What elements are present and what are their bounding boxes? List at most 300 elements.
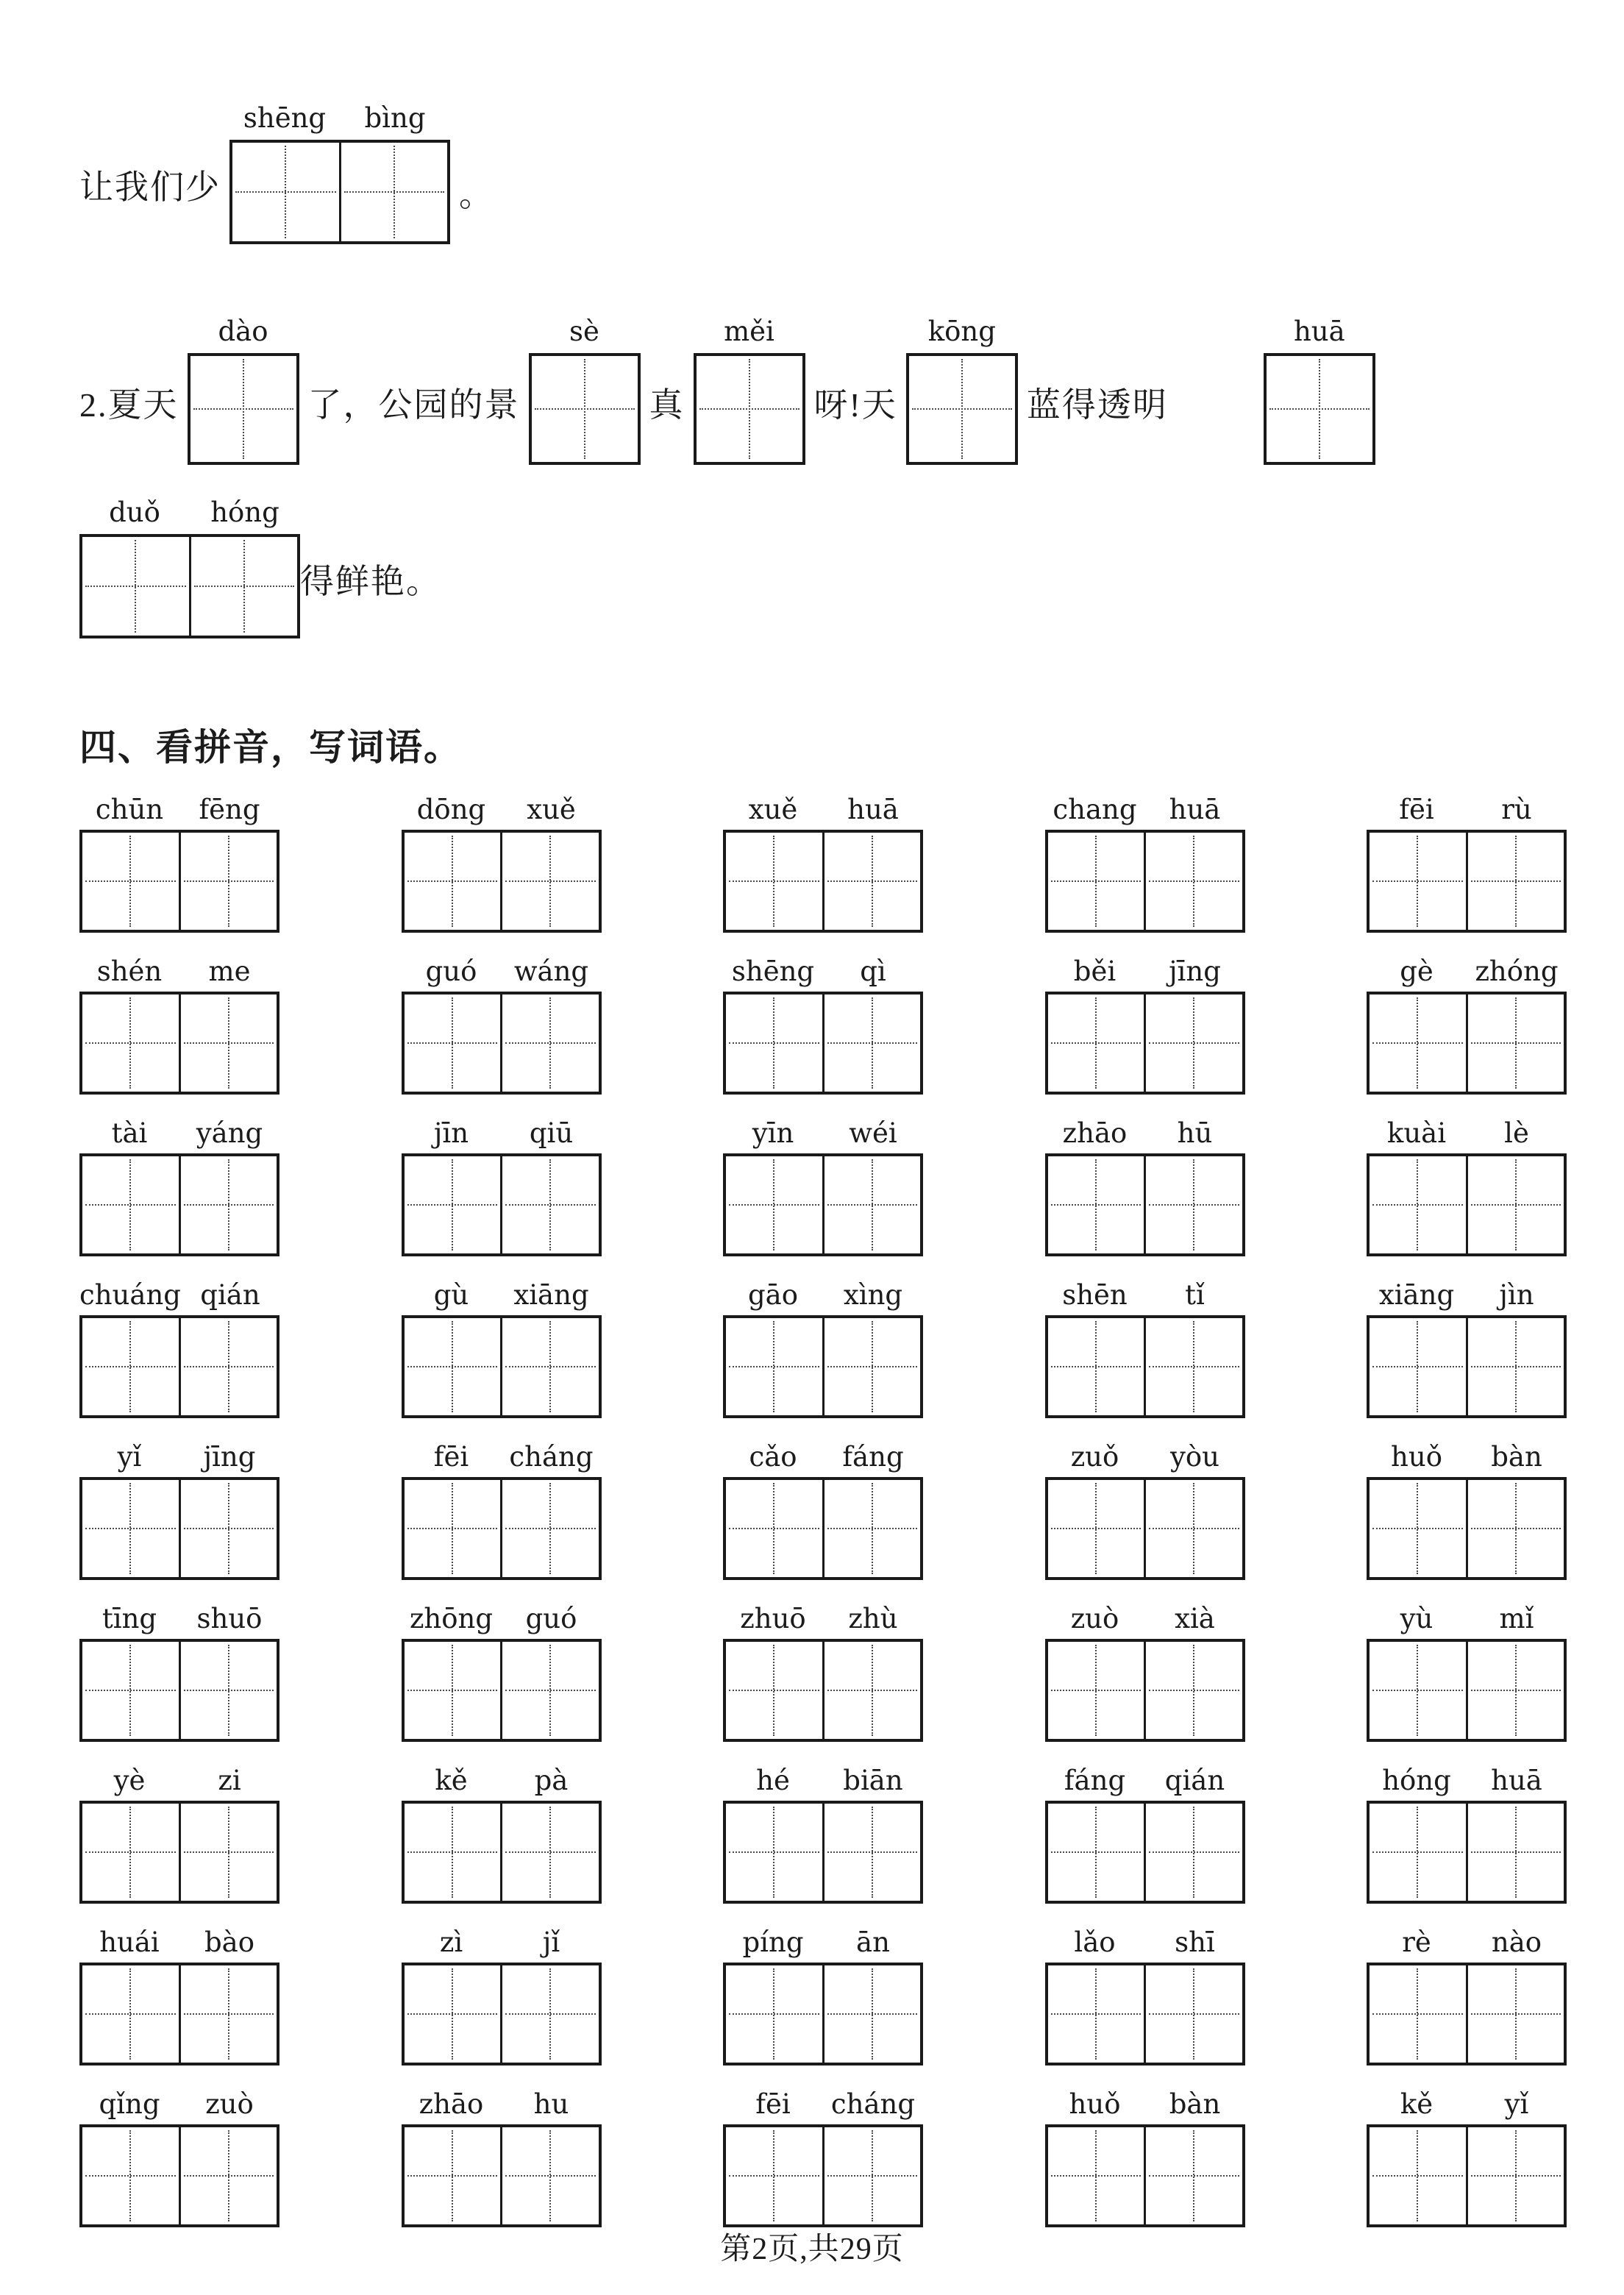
writing-box[interactable] xyxy=(529,353,641,465)
pinyin-syllable-2: mǐ xyxy=(1499,1603,1534,1634)
writing-box[interactable] xyxy=(723,1639,923,1742)
writing-box[interactable] xyxy=(402,992,602,1095)
tianzige-cell xyxy=(726,1480,822,1577)
pinyin-label xyxy=(79,789,279,825)
tianzige-cell xyxy=(532,356,638,462)
tianzige-cell xyxy=(500,1480,599,1577)
writing-box[interactable] xyxy=(1045,1315,1245,1418)
tianzige-cell xyxy=(1144,1642,1242,1739)
pinyin-syllable-2: jìn xyxy=(1499,1279,1534,1311)
pinyin-label xyxy=(79,950,279,987)
pinyin-syllable-1: shēn xyxy=(1062,1279,1128,1311)
tianzige-cell xyxy=(405,995,501,1092)
word-cell xyxy=(402,1598,602,1742)
tianzige-cell xyxy=(1048,2127,1144,2224)
tianzige-cell xyxy=(1370,833,1466,930)
writing-box[interactable] xyxy=(402,1639,602,1742)
tianzige-cell xyxy=(500,1965,599,2063)
writing-box[interactable] xyxy=(1367,1801,1567,1904)
pinyin-syllable-2: huā xyxy=(1169,794,1221,825)
tianzige-cell xyxy=(1144,1318,1242,1415)
pinyin-label xyxy=(906,309,1018,347)
answer-unit xyxy=(694,309,805,465)
writing-box[interactable] xyxy=(402,1153,602,1256)
pinyin-syllable-1: tīng xyxy=(102,1603,157,1634)
pinyin-label xyxy=(1045,1598,1245,1634)
pinyin-syllable-1: rè xyxy=(1402,1926,1431,1958)
pinyin-syllable-1: kě xyxy=(1400,2088,1434,2120)
pinyin-label xyxy=(1045,789,1245,825)
writing-box[interactable] xyxy=(79,1477,279,1580)
tianzige-cell xyxy=(909,356,1015,462)
writing-box[interactable] xyxy=(723,1315,923,1418)
pinyin-syllable-1: chang xyxy=(1053,794,1137,825)
pinyin-syllable-1: dōng xyxy=(416,794,486,825)
pinyin-label xyxy=(79,1436,279,1473)
pinyin-syllable-1: píng xyxy=(742,1926,804,1958)
pinyin-syllable-2: shuō xyxy=(196,1603,263,1634)
writing-box[interactable] xyxy=(1367,1963,1567,2066)
word-cell xyxy=(402,789,602,933)
writing-box[interactable] xyxy=(402,1801,602,1904)
writing-box[interactable] xyxy=(1045,1801,1245,1904)
word-cell xyxy=(1045,1436,1245,1580)
word-cell xyxy=(723,1921,923,2066)
word-cell xyxy=(723,1760,923,1904)
tianzige-cell xyxy=(1466,833,1564,930)
pinyin-syllable-2: nào xyxy=(1491,1926,1542,1958)
word-cell xyxy=(402,1760,602,1904)
writing-box[interactable] xyxy=(694,353,805,465)
tianzige-cell xyxy=(500,1156,599,1253)
tianzige-cell xyxy=(405,833,501,930)
pinyin-label xyxy=(1367,950,1567,987)
pinyin-syllable-1: zì xyxy=(439,1926,463,1958)
pinyin-label xyxy=(1045,1436,1245,1473)
pinyin-label xyxy=(79,1112,279,1149)
tianzige-cell xyxy=(82,1318,179,1415)
pinyin-syllable-2: qì xyxy=(860,956,886,987)
word-cell xyxy=(1367,1436,1567,1580)
tianzige-cell xyxy=(179,2127,277,2224)
word-cell xyxy=(79,1598,279,1742)
pinyin-syllable-2: guó xyxy=(525,1603,577,1634)
pinyin-syllable-2: xìng xyxy=(843,1279,903,1311)
tianzige-cell xyxy=(190,356,296,462)
pinyin-grid-row xyxy=(79,1274,1567,1418)
pinyin-syllable-1: tài xyxy=(111,1117,148,1149)
tianzige-cell xyxy=(1048,1156,1144,1253)
pinyin-syllable-1: guó xyxy=(425,956,477,987)
tianzige-cell xyxy=(1048,1318,1144,1415)
answer-unit xyxy=(529,309,641,465)
sentence-text: 呀!天 xyxy=(813,386,897,424)
tianzige-cell xyxy=(405,1318,501,1415)
tianzige-cell xyxy=(500,1318,599,1415)
writing-box[interactable] xyxy=(1264,353,1375,465)
pinyin-syllable-2: xuě xyxy=(527,794,576,825)
tianzige-cell xyxy=(1466,1804,1564,1901)
pinyin-syllable-1: zuò xyxy=(1070,1603,1119,1634)
answer-unit xyxy=(1264,309,1375,465)
writing-box[interactable] xyxy=(1045,1477,1245,1580)
tianzige-cell xyxy=(1466,1318,1564,1415)
tianzige-cell xyxy=(1370,1642,1466,1739)
word-cell xyxy=(79,789,279,933)
pinyin-label xyxy=(723,1436,923,1473)
pinyin-syllable-2: zuò xyxy=(205,2088,254,2120)
tianzige-cell xyxy=(822,1318,921,1415)
pinyin-label xyxy=(402,1598,602,1634)
writing-box[interactable] xyxy=(79,1315,279,1418)
tianzige-cell xyxy=(726,833,822,930)
pinyin-label xyxy=(402,1760,602,1796)
tianzige-cell xyxy=(179,1480,277,1577)
tianzige-cell xyxy=(405,1804,501,1901)
sentence-line-1 xyxy=(79,96,1567,244)
pinyin-syllable-2: wáng xyxy=(513,956,589,987)
writing-box[interactable] xyxy=(1045,2124,1245,2227)
tianzige-cell xyxy=(500,1804,599,1901)
word-cell xyxy=(1045,950,1245,1095)
tianzige-cell xyxy=(1370,1156,1466,1253)
writing-box[interactable] xyxy=(79,1801,279,1904)
pinyin-label xyxy=(402,2083,602,2120)
pinyin-label xyxy=(1367,1112,1567,1149)
pinyin-syllable-2: fēng xyxy=(199,794,260,825)
writing-box[interactable] xyxy=(906,353,1018,465)
pinyin-syllable-2: bàn xyxy=(1491,1441,1542,1473)
pinyin-label xyxy=(188,309,299,347)
tianzige-cell xyxy=(179,1156,277,1253)
writing-box[interactable] xyxy=(723,1477,923,1580)
sentence-line-3 xyxy=(79,490,1567,638)
pinyin-syllable-2: huā xyxy=(847,794,899,825)
tianzige-cell xyxy=(82,833,179,930)
tianzige-cell xyxy=(500,2127,599,2224)
pinyin-syllable-2: hu xyxy=(533,2088,569,2120)
writing-box[interactable] xyxy=(188,353,299,465)
pinyin-label xyxy=(79,1760,279,1796)
pinyin-syllable-1: lǎo xyxy=(1074,1926,1116,1958)
pinyin-syllable-1: xuě xyxy=(748,794,798,825)
tianzige-cell xyxy=(1370,1804,1466,1901)
writing-box[interactable] xyxy=(79,534,300,638)
writing-box[interactable] xyxy=(723,1801,923,1904)
word-cell xyxy=(1367,950,1567,1095)
tianzige-cell xyxy=(1370,1480,1466,1577)
word-cell xyxy=(79,1274,279,1418)
pinyin-syllable-2: biān xyxy=(843,1765,903,1796)
pinyin-label xyxy=(723,950,923,987)
tianzige-cell xyxy=(1466,1156,1564,1253)
pinyin-grid-row xyxy=(79,1598,1567,1742)
tianzige-cell xyxy=(179,1318,277,1415)
sentence-period: 。 xyxy=(459,176,494,213)
word-cell xyxy=(1367,2083,1567,2227)
pinyin-syllable-1: fēi xyxy=(1399,794,1434,825)
pinyin-syllable-1: shén xyxy=(96,956,163,987)
pinyin-syllable-2: cháng xyxy=(830,2088,916,2120)
pinyin-syllable-1: chūn xyxy=(95,794,164,825)
tianzige-cell xyxy=(726,1318,822,1415)
pinyin-label xyxy=(1367,1760,1567,1796)
pinyin-syllable-2: zhóng xyxy=(1475,956,1559,987)
pinyin-syllable-2: jǐ xyxy=(542,1926,560,1958)
writing-box[interactable] xyxy=(723,830,923,933)
pinyin-syllable-1: kě xyxy=(435,1765,468,1796)
pinyin-label xyxy=(723,789,923,825)
tianzige-cell xyxy=(1466,1965,1564,2063)
pinyin-label xyxy=(79,1921,279,1958)
writing-box[interactable] xyxy=(79,1153,279,1256)
tianzige-cell xyxy=(822,2127,921,2224)
tianzige-cell xyxy=(1370,1318,1466,1415)
pinyin-syllable-1: chuáng xyxy=(79,1279,181,1311)
word-cell xyxy=(402,1112,602,1256)
pinyin-syllable-2: yáng xyxy=(196,1117,263,1149)
pinyin-label xyxy=(229,96,450,134)
pinyin-syllable: bìng xyxy=(364,102,426,134)
writing-box[interactable] xyxy=(79,1639,279,1742)
tianzige-cell xyxy=(1048,1642,1144,1739)
writing-box[interactable] xyxy=(723,1963,923,2066)
writing-box[interactable] xyxy=(1367,1639,1567,1742)
writing-box[interactable] xyxy=(1045,992,1245,1095)
pinyin-label xyxy=(79,2083,279,2120)
tianzige-cell xyxy=(726,1804,822,1901)
answer-unit xyxy=(79,490,300,638)
writing-box[interactable] xyxy=(229,140,450,244)
pinyin-label xyxy=(1367,1274,1567,1311)
tianzige-cell xyxy=(82,1480,179,1577)
writing-box[interactable] xyxy=(1367,1315,1567,1418)
tianzige-cell xyxy=(1144,995,1242,1092)
pinyin-syllable-1: hóng xyxy=(1382,1765,1451,1796)
tianzige-cell xyxy=(1466,2127,1564,2224)
tianzige-cell xyxy=(822,1642,921,1739)
writing-box[interactable] xyxy=(402,1315,602,1418)
pinyin-syllable-2: ān xyxy=(856,1926,890,1958)
answer-unit xyxy=(188,309,299,465)
writing-box[interactable] xyxy=(1045,1153,1245,1256)
tianzige-cell xyxy=(339,143,448,241)
tianzige-cell xyxy=(405,1642,501,1739)
pinyin-syllable: sè xyxy=(569,316,599,347)
pinyin-syllable-1: huǒ xyxy=(1069,2088,1121,2120)
tianzige-cell xyxy=(1267,356,1372,462)
pinyin-grid-row xyxy=(79,950,1567,1095)
pinyin-syllable-1: gù xyxy=(433,1279,469,1311)
word-cell xyxy=(79,950,279,1095)
writing-box[interactable] xyxy=(723,1153,923,1256)
pinyin-syllable-2: zhù xyxy=(848,1603,898,1634)
writing-box[interactable] xyxy=(1367,1477,1567,1580)
writing-box[interactable] xyxy=(402,2124,602,2227)
writing-box[interactable] xyxy=(1045,1963,1245,2066)
tianzige-cell xyxy=(500,1642,599,1739)
word-cell xyxy=(1045,2083,1245,2227)
pinyin-grid-row xyxy=(79,789,1567,933)
pinyin-syllable-1: gāo xyxy=(747,1279,799,1311)
writing-box[interactable] xyxy=(1045,830,1245,933)
pinyin-label xyxy=(402,1274,602,1311)
tianzige-cell xyxy=(822,995,921,1092)
word-cell xyxy=(1045,1921,1245,2066)
pinyin-syllable-2: jīng xyxy=(1169,956,1221,987)
pinyin-syllable-1: zhōng xyxy=(409,1603,494,1634)
pinyin-syllable-1: běi xyxy=(1073,956,1116,987)
pinyin-syllable-1: yǐ xyxy=(117,1441,142,1473)
pinyin-syllable-1: qǐng xyxy=(99,2088,160,2120)
writing-box[interactable] xyxy=(79,2124,279,2227)
word-cell xyxy=(79,1436,279,1580)
pinyin-syllable-1: xiāng xyxy=(1378,1279,1455,1311)
writing-box[interactable] xyxy=(402,1477,602,1580)
word-cell xyxy=(402,1436,602,1580)
pinyin-label xyxy=(1367,1598,1567,1634)
writing-box[interactable] xyxy=(1367,2124,1567,2227)
pinyin-syllable-1: zuǒ xyxy=(1070,1441,1119,1473)
pinyin-label xyxy=(723,1598,923,1634)
tianzige-cell xyxy=(82,1965,179,2063)
pinyin-label xyxy=(79,490,300,528)
pinyin-label xyxy=(402,950,602,987)
pinyin-syllable-2: cháng xyxy=(509,1441,594,1473)
word-cell xyxy=(79,1760,279,1904)
tianzige-cell xyxy=(179,1965,277,2063)
pinyin-syllable-1: fáng xyxy=(1064,1765,1126,1796)
writing-box[interactable] xyxy=(1367,1153,1567,1256)
word-cell xyxy=(1367,1112,1567,1256)
tianzige-cell xyxy=(500,833,599,930)
word-cell xyxy=(402,950,602,1095)
writing-box[interactable] xyxy=(1367,830,1567,933)
tianzige-cell xyxy=(726,1965,822,2063)
pinyin-syllable-1: jīn xyxy=(433,1117,469,1149)
answer-unit xyxy=(906,309,1018,465)
pinyin-syllable-2: wéi xyxy=(849,1117,897,1149)
page-number: 第2页,共29页 xyxy=(720,2232,904,2266)
pinyin-syllable-2: bàn xyxy=(1169,2088,1221,2120)
pinyin-syllable: duǒ xyxy=(109,497,160,528)
pinyin-syllable-2: hū xyxy=(1177,1117,1213,1149)
word-cell xyxy=(79,1112,279,1256)
pinyin-grid-row xyxy=(79,1112,1567,1256)
writing-box[interactable] xyxy=(402,1963,602,2066)
pinyin-syllable-2: me xyxy=(208,956,251,987)
tianzige-cell xyxy=(822,1804,921,1901)
tianzige-cell xyxy=(1370,1965,1466,2063)
tianzige-cell xyxy=(1144,1480,1242,1577)
pinyin-syllable-1: hé xyxy=(756,1765,790,1796)
pinyin-syllable-2: zi xyxy=(218,1765,241,1796)
writing-box[interactable] xyxy=(79,992,279,1095)
word-cell xyxy=(723,1112,923,1256)
pinyin-label xyxy=(402,1112,602,1149)
pinyin-label xyxy=(694,309,805,347)
word-cell xyxy=(723,1436,923,1580)
pinyin-label xyxy=(79,1598,279,1634)
tianzige-cell xyxy=(1048,833,1144,930)
writing-box[interactable] xyxy=(79,1963,279,2066)
pinyin-syllable-1: zhuō xyxy=(740,1603,806,1634)
tianzige-cell xyxy=(500,995,599,1092)
word-cell xyxy=(79,2083,279,2227)
pinyin-syllable-1: fēi xyxy=(433,1441,469,1473)
word-cell xyxy=(1367,1274,1567,1418)
pinyin-syllable-1: huǒ xyxy=(1391,1441,1442,1473)
pinyin-label xyxy=(1264,309,1375,347)
pinyin-syllable: shēng xyxy=(243,102,327,134)
tianzige-cell xyxy=(1144,1965,1242,2063)
section-title: 四、看拼音，写词语。 xyxy=(79,727,462,768)
pinyin-label xyxy=(1045,2083,1245,2120)
tianzige-cell xyxy=(82,537,189,636)
tianzige-cell xyxy=(1144,1156,1242,1253)
pinyin-label xyxy=(1045,1274,1245,1311)
answer-unit xyxy=(229,96,450,244)
tianzige-cell xyxy=(1370,995,1466,1092)
writing-box[interactable] xyxy=(402,830,602,933)
writing-box[interactable] xyxy=(1045,1639,1245,1742)
pinyin-label xyxy=(723,2083,923,2120)
tianzige-cell xyxy=(82,1642,179,1739)
word-cell xyxy=(723,1274,923,1418)
pinyin-syllable-2: yòu xyxy=(1169,1441,1219,1473)
pinyin-label xyxy=(79,1274,279,1311)
tianzige-cell xyxy=(822,833,921,930)
pinyin-syllable-2: fáng xyxy=(842,1441,904,1473)
tianzige-cell xyxy=(1048,1804,1144,1901)
sentence-text: 让我们少 xyxy=(79,168,221,206)
pinyin-label xyxy=(723,1274,923,1311)
pinyin-label xyxy=(402,1436,602,1473)
tianzige-cell xyxy=(822,1480,921,1577)
tianzige-cell xyxy=(726,2127,822,2224)
tianzige-cell xyxy=(1048,1480,1144,1577)
pinyin-syllable-1: cǎo xyxy=(749,1441,797,1473)
writing-box[interactable] xyxy=(79,830,279,933)
word-cell xyxy=(1045,1274,1245,1418)
pinyin-label xyxy=(723,1112,923,1149)
word-cell xyxy=(1367,1598,1567,1742)
sentence-text: 得鲜艳。 xyxy=(300,563,441,600)
pinyin-grid-row xyxy=(79,1921,1567,2066)
tianzige-cell xyxy=(1144,833,1242,930)
tianzige-cell xyxy=(1048,995,1144,1092)
tianzige-cell xyxy=(405,1965,501,2063)
pinyin-label xyxy=(1045,1760,1245,1796)
pinyin-syllable-2: tǐ xyxy=(1185,1279,1205,1311)
pinyin-syllable-2: pà xyxy=(534,1765,569,1796)
pinyin-syllable-1: zhāo xyxy=(419,2088,484,2120)
pinyin-label xyxy=(529,309,641,347)
pinyin-grid-row xyxy=(79,2083,1567,2227)
word-cell xyxy=(1367,1921,1567,2066)
writing-box[interactable] xyxy=(1367,992,1567,1095)
pinyin-syllable: kōng xyxy=(927,316,996,347)
writing-box[interactable] xyxy=(723,2124,923,2227)
pinyin-label xyxy=(402,789,602,825)
word-cell xyxy=(1045,1598,1245,1742)
word-cell xyxy=(1367,1760,1567,1904)
writing-box[interactable] xyxy=(723,992,923,1095)
word-cell xyxy=(723,950,923,1095)
pinyin-syllable-2: lè xyxy=(1504,1117,1529,1149)
tianzige-cell xyxy=(179,833,277,930)
pinyin-syllable-1: huái xyxy=(99,1926,160,1958)
